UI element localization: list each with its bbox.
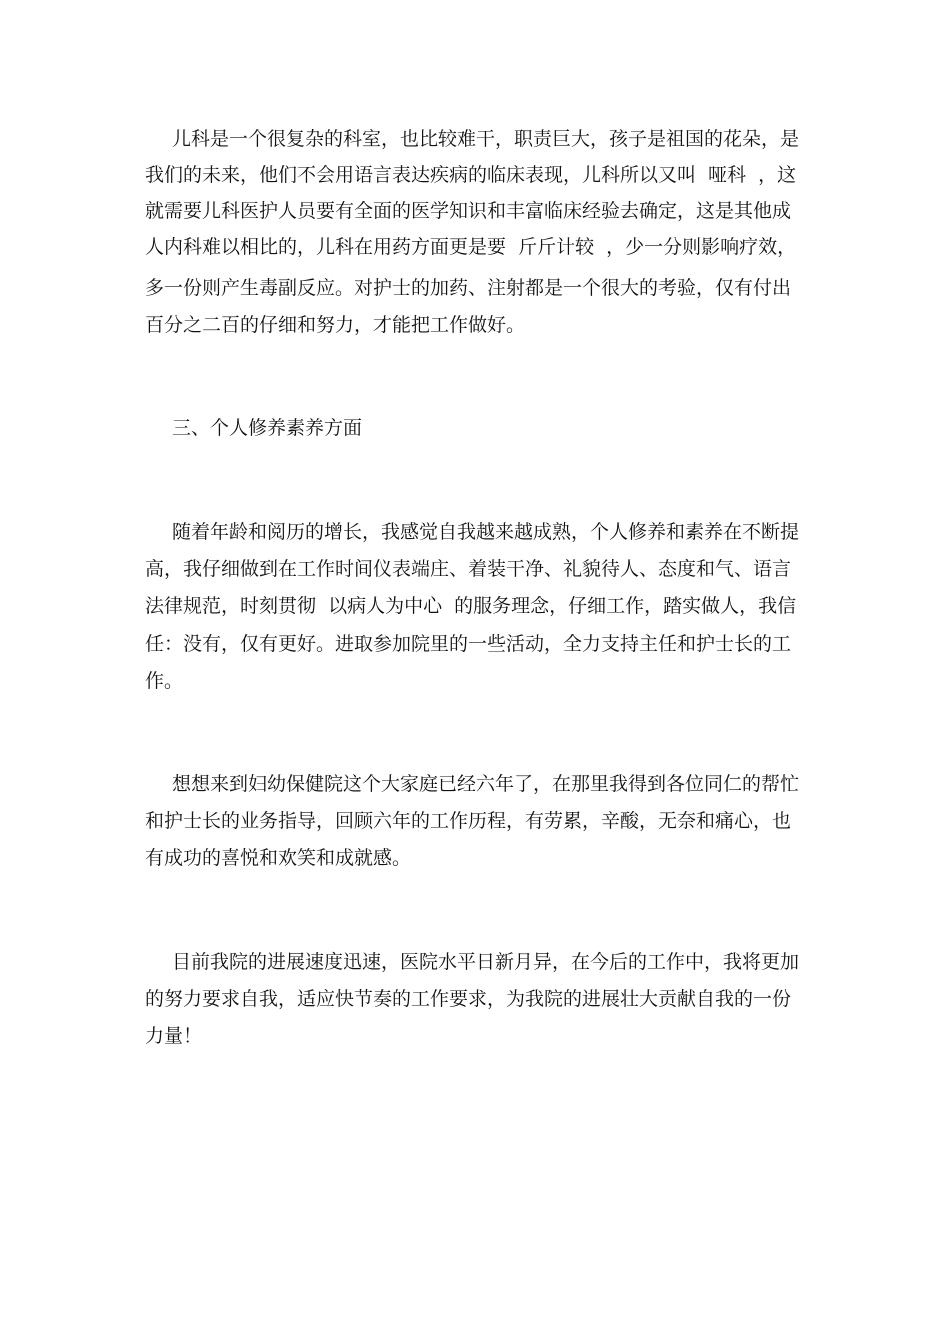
paragraph-line: 任：没有，仅有更好。进取参加院里的一些活动，全力支持主任和护士长的工 <box>145 633 792 655</box>
paragraph-line: 儿科是一个很复杂的科室，也比较难干，职责巨大，孩子是祖国的花朵，是 <box>172 128 800 150</box>
paragraph-line: 多一份则产生毒副反应。对护士的加药、注射都是一个很大的考验，仅有付出 <box>145 277 792 299</box>
section-heading: 三、个人修养素养方面 <box>172 417 363 439</box>
paragraph-line: 想想来到妇幼保健院这个大家庭已经六年了，在那里我得到各位同仁的帮忙 <box>172 773 800 795</box>
paragraph-line: 人内科难以相比的，儿科在用药方面更是要 斤斤计较 ，少一分则影响疗效， <box>145 236 797 258</box>
paragraph-line: 随着年龄和阅历的增长，我感觉自我越来越成熟，个人修养和素养在不断提 <box>172 521 800 543</box>
paragraph-line: 和护士长的业务指导，回顾六年的工作历程，有劳累，辛酸，无奈和痛心，也 <box>145 810 792 832</box>
paragraph-line: 百分之二百的仔细和努力，才能把工作做好。 <box>145 314 526 336</box>
paragraph-line: 的努力要求自我，适应快节奏的工作要求，为我院的进展壮大贡献自我的一份 <box>145 988 792 1010</box>
paragraph-line: 力量！ <box>145 1025 203 1047</box>
paragraph-line: 作。 <box>145 670 184 692</box>
paragraph-line: 高，我仔细做到在工作时间仪表端庄、着装干净、礼貌待人、态度和气、语言 <box>145 558 792 580</box>
paragraph-line: 我们的未来，他们不会用语言表达疾病的临床表现，儿科所以又叫 哑科 ，这 <box>145 164 797 186</box>
paragraph-line: 有成功的喜悦和欢笑和成就感。 <box>145 847 412 869</box>
paragraph-line: 就需要儿科医护人员要有全面的医学知识和丰富临床经验去确定，这是其他成 <box>145 200 792 222</box>
paragraph-line: 目前我院的进展速度迅速，医院水平日新月异，在今后的工作中，我将更加 <box>172 951 800 973</box>
paragraph-line: 法律规范，时刻贯彻 以病人为中心 的服务理念，仔细工作，踏实做人，我信 <box>145 595 797 617</box>
